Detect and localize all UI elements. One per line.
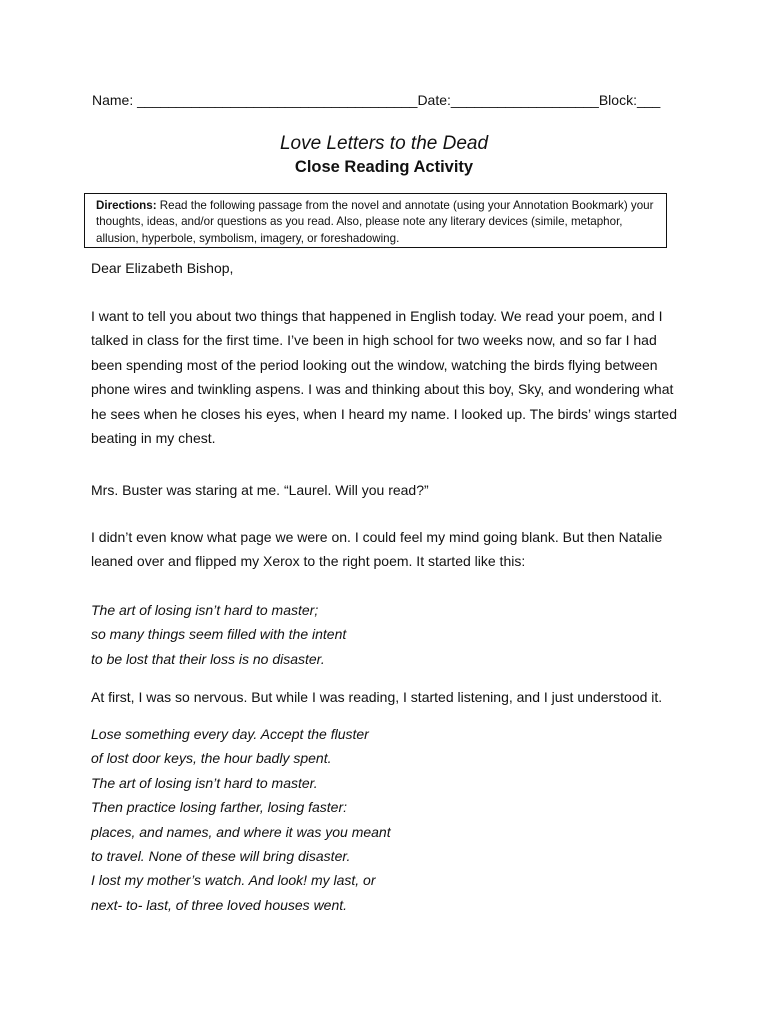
paragraph-2: Mrs. Buster was staring at me. “Laurel. Will you read?”	[91, 482, 429, 498]
paragraph-line: I didn’t even know what page we were on. I could feel my mind going blank. But then Natalie	[91, 529, 663, 545]
paragraph-line: leaned over and flipped my Xerox to the right poem. It started like this:	[91, 553, 526, 570]
paragraph-line: I want to tell you about two things that happened in English today. We read your poem, and I	[91, 308, 663, 324]
block-blank: ___	[636, 92, 661, 108]
poem-line: I lost my mother’s watch. And look! my last, or	[91, 872, 376, 889]
block-label: Block:	[598, 92, 637, 108]
directions-box	[84, 193, 667, 248]
name-label: Name:	[92, 92, 138, 108]
poem-line: of lost door keys, the hour badly spent.	[91, 750, 332, 767]
poem-line: places, and names, and where it was you meant	[91, 823, 391, 840]
paragraph-1	[91, 304, 691, 450]
directions-text: Read the following passage from the novel and annotate (using your Annotation Bookmark) your thoughts, ideas, and/or questions as you read. Also, please note any literary devices (simile, metaphor, allusion, hyperbole, symbolism, imagery, or foreshadowing.	[96, 199, 654, 245]
document-subtitle: Close Reading Activity	[294, 158, 474, 176]
document-title: Love Letters to the Dead	[279, 133, 489, 154]
poem-line: so many things seem filled with the intent	[91, 626, 347, 643]
paragraph-line: beating in my chest.	[91, 430, 216, 447]
paragraph-3	[91, 525, 691, 574]
directions-label: Directions:	[96, 199, 157, 212]
poem-line: The art of losing isn’t hard to master;	[91, 602, 319, 618]
poem-line: to be lost that their loss is no disaster.	[91, 650, 325, 667]
date-label: Date:	[417, 92, 451, 108]
poem-line: Then practice losing farther, losing faster:	[91, 799, 348, 816]
paragraph-line: been spending most of the period looking out the window, watching the birds flying between	[91, 356, 658, 373]
poem-line: next- to- last, of three loved houses went.	[91, 896, 348, 913]
poem-line: to travel. None of these will bring disaster.	[91, 848, 351, 865]
paragraph-line: talked in class for the first time. I’ve been in high school for two weeks now, and so far I had	[91, 332, 657, 349]
paragraph-line: he sees when he closes his eyes, when I heard my name. I looked up. The birds’ wings started	[91, 405, 677, 422]
poem-stanza-1	[91, 598, 691, 671]
date-blank: ___________________	[450, 92, 599, 108]
salutation: Dear Elizabeth Bishop,	[91, 260, 234, 276]
poem-stanza-2	[91, 722, 691, 917]
student-info-line	[92, 90, 692, 110]
name-blank: ____________________________________	[137, 92, 418, 108]
poem-line: Lose something every day. Accept the fluster	[91, 726, 369, 742]
poem-line: The art of losing isn’t hard to master.	[91, 774, 318, 791]
paragraph-4: At first, I was so nervous. But while I was reading, I started listening, and I just understood it.	[91, 689, 663, 705]
paragraph-line: phone wires and twinkling aspens. I was and thinking about this boy, Sky, and wondering what	[91, 381, 674, 398]
